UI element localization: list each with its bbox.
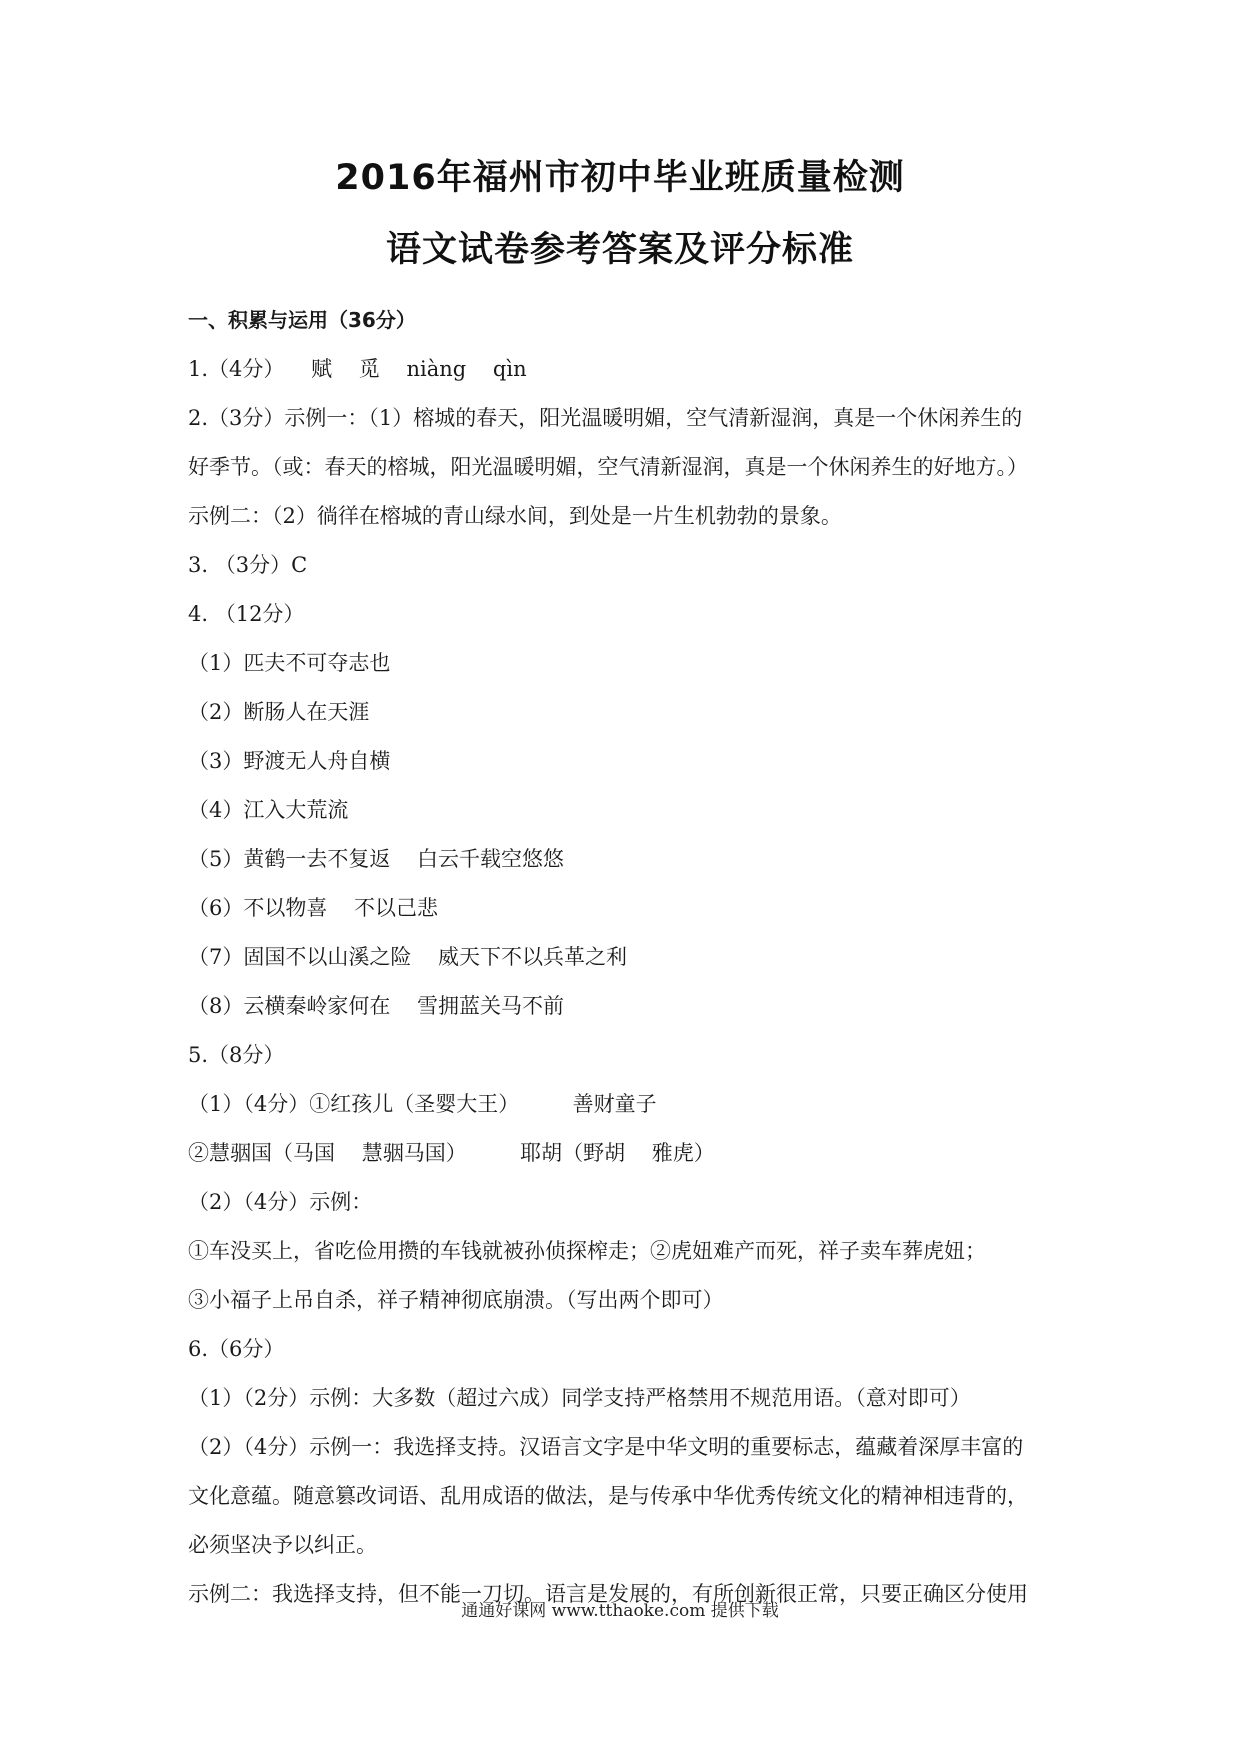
- answer-line: （6）不以物喜 不以己悲: [188, 896, 439, 920]
- answer-line: （8）云横秦岭家何在 雪拥蓝关马不前: [188, 994, 565, 1018]
- answer-line: （7）固国不以山溪之险 威天下不以兵革之利: [188, 945, 628, 969]
- answer-line: ②慧骃国（马国 慧骃马国） 耶胡（野胡 雅虎）: [188, 1141, 715, 1165]
- answer-line: （1）（2分）示例：大多数（超过六成）同学支持严格禁用不规范用语。（意对即可）: [188, 1386, 971, 1410]
- answer-line: （4）江入大荒流: [188, 798, 349, 822]
- answer-line: 1.（4分） 赋 觅 niàng qìn: [188, 357, 527, 381]
- answer-line: 好季节。（或：春天的榕城，阳光温暖明媚，空气清新湿润，真是一个休闲养生的好地方。）: [188, 455, 1028, 479]
- answer-line: 必须坚决予以纠正。: [188, 1533, 377, 1557]
- answer-line: （5）黄鹤一去不复返 白云千载空悠悠: [188, 847, 565, 871]
- answer-line: 2.（3分）示例一：（1）榕城的春天，阳光温暖明媚，空气清新湿润，真是一个休闲养生的: [188, 406, 1023, 430]
- answer-line: 6.（6分）: [188, 1337, 285, 1361]
- answer-line: 示例二：我选择支持，但不能一刀切。语言是发展的，有所创新很正常，只要正确区分使用: [188, 1582, 1028, 1606]
- section-heading: 一、积累与运用（36分）: [188, 308, 416, 332]
- answer-line: 3. （3分）C: [188, 553, 308, 577]
- answer-line: （3）野渡无人舟自横: [188, 749, 391, 773]
- answer-line: 5.（8分）: [188, 1043, 285, 1067]
- answer-line: （1）匹夫不可夺志也: [188, 651, 391, 675]
- answer-content: [188, 296, 1068, 1619]
- answer-line: （2）（4分）示例一：我选择支持。汉语言文字是中华文明的重要标志，蕴藏着深厚丰富的: [188, 1435, 1024, 1459]
- answer-line: （2）断肠人在天涯: [188, 700, 370, 724]
- answer-line: ①车没买上，省吃俭用攒的车钱就被孙侦探榨走；②虎妞难产而死，祥子卖车葬虎妞；: [188, 1239, 986, 1263]
- answer-line: ③小福子上吊自杀，祥子精神彻底崩溃。（写出两个即可）: [188, 1288, 724, 1312]
- answer-line: （2）（4分）示例：: [188, 1190, 373, 1214]
- page-title: 2016年福州市初中毕业班质量检测: [335, 158, 905, 198]
- answer-line: 示例二：（2）徜徉在榕城的青山绿水间，到处是一片生机勃勃的景象。: [188, 504, 842, 528]
- footer-download-note: 通通好课网 www.tthaoke.com 提供下载: [461, 1601, 779, 1621]
- answer-line: 4. （12分）: [188, 602, 305, 626]
- answer-line: （1）（4分）①红孩儿（圣婴大王） 善财童子: [188, 1092, 657, 1116]
- page-subtitle: 语文试卷参考答案及评分标准: [385, 230, 854, 270]
- answer-line: 文化意蕴。随意篡改词语、乱用成语的做法，是与传承中华优秀传统文化的精神相违背的，: [188, 1484, 1028, 1508]
